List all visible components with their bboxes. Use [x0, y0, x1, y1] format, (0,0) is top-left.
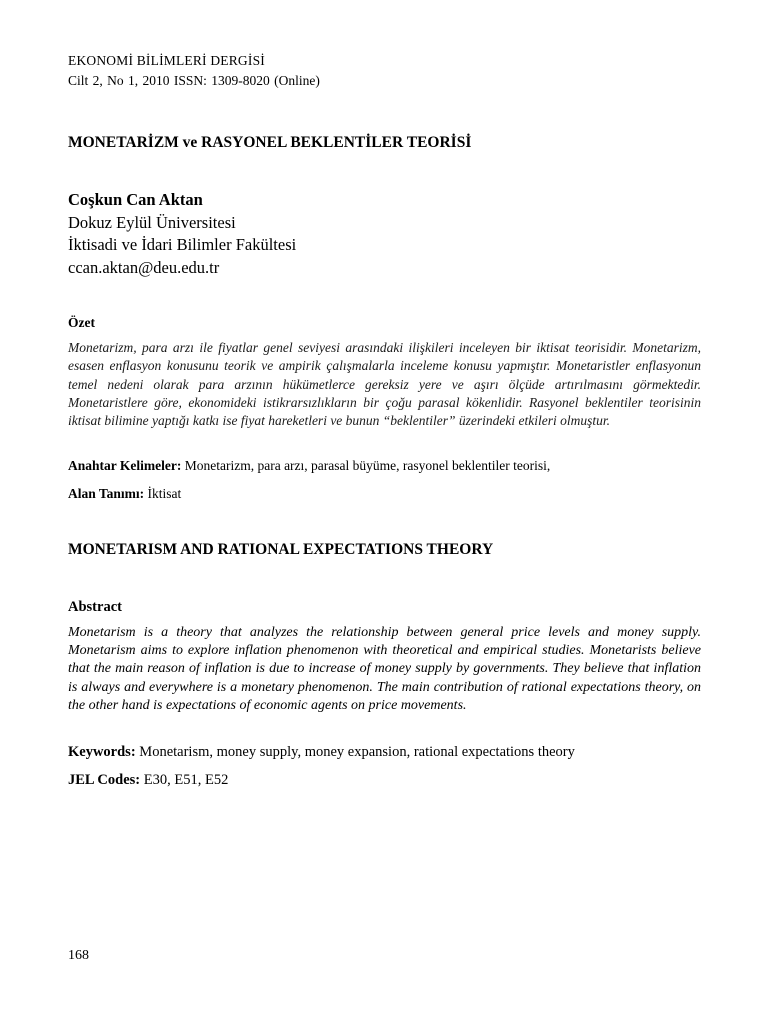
- author-university: Dokuz Eylül Üniversitesi: [68, 212, 236, 232]
- journal-name: EKONOMİ BİLİMLERİ DERGİSİ: [68, 53, 265, 68]
- ozet-text: Monetarizm, para arzı ile fiyatlar genel seviyesi arasındaki ilişkileri inceleyen bir iktisat teorisidir. Monetarizm, esasen enflasyon konusunu teorik ve ampirik çalışmalarla inceleme konusu yapmıştır. Monetaristler enflasyonun temel nedeni olarak para arzının hükümetlerce gereksiz yere ve aşırı ölçüde artırılmasını görmektedir. Monetaristlere göre, ekonomideki istikrarsızlıkların bir çoğu parasal kökenlidir. Rasyonel beklentiler teorisinin iktisat bilimine yaptığı katkı ise fiyat hareketleri ve bunun “beklentiler” üzerindeki etkileri olmuştur.: [68, 340, 701, 429]
- keywords-english: [68, 743, 701, 761]
- abstract-heading: Abstract: [68, 599, 122, 615]
- page-number: 168: [68, 948, 89, 963]
- journal-issue-info: Cilt 2, No 1, 2010 ISSN: 1309-8020 (Online): [68, 73, 320, 88]
- field-definition-label: Alan Tanımı:: [68, 486, 145, 501]
- jel-codes-label: JEL Codes:: [68, 772, 141, 788]
- article-title-turkish: MONETARİZM ve RASYONEL BEKLENTİLER TEORİSİ: [68, 134, 472, 151]
- field-definition-value: İktisat: [144, 486, 182, 501]
- keywords-english-label: Keywords:: [68, 744, 136, 760]
- jel-codes: [68, 771, 701, 789]
- author-block: [68, 189, 701, 279]
- author-name: Coşkun Can Aktan: [68, 190, 203, 209]
- article-title-english: MONETARISM AND RATIONAL EXPECTATIONS THEORY: [68, 541, 494, 558]
- author-faculty: İktisadi ve İdari Bilimler Fakültesi: [68, 235, 297, 254]
- keywords-english-value: Monetarism, money supply, money expansion, rational expectations theory: [135, 744, 575, 760]
- ozet-heading: Özet: [68, 315, 95, 330]
- abstract-text: Monetarism is a theory that analyzes the relationship between general price levels and money supply. Monetarism aims to explore inflation phenomenon with theoretical and empirical studies. Monetarists believe that the main reason of inflation is due to increase of money supply by governments. They believe that inflation is always and everywhere is a monetary phenomenon. The main contribution of rational expectations theory, on the other hand is expectations of economic agents on price movements.: [68, 625, 701, 713]
- field-definition: [68, 485, 701, 502]
- keywords-turkish-value: Monetarizm, para arzı, parasal büyüme, rasyonel beklentiler teorisi,: [181, 458, 551, 473]
- jel-codes-value: E30, E51, E52: [140, 772, 229, 788]
- author-email: ccan.aktan@deu.edu.tr: [68, 257, 220, 277]
- keywords-turkish: [68, 457, 701, 474]
- keywords-turkish-label: Anahtar Kelimeler:: [68, 458, 182, 473]
